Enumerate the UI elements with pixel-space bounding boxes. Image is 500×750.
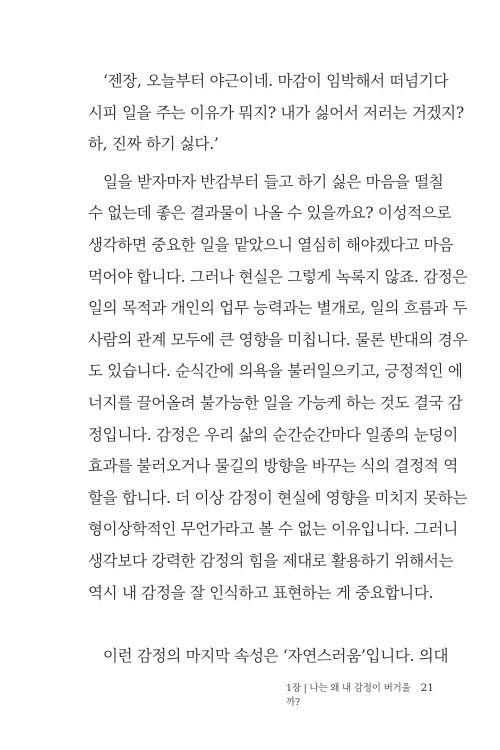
text-line: 생각보다 강력한 감정의 힘을 제대로 활용하기 위해서는 — [88, 551, 454, 570]
text-line: 사람의 관계 모두에 큰 영향을 미칩니다. 물론 반대의 경우 — [88, 330, 468, 349]
page-footer — [286, 680, 434, 708]
text-line: 역시 내 감정을 잘 인식하고 표현하는 게 중요합니다. — [88, 583, 434, 602]
text-line: 생각하면 중요한 일을 맡았으니 열심히 해야겠다고 마음 — [88, 235, 454, 254]
paragraph-1 — [88, 66, 464, 161]
page-body — [88, 66, 468, 672]
text-line: 수 없는데 좋은 결과물이 나올 수 있을까요? 이성적으로 — [88, 204, 452, 223]
paragraph-spacer — [88, 609, 418, 641]
text-line: 도 있습니다. 순식간에 의욕을 불러일으키고, 긍정적인 에 — [88, 362, 463, 381]
text-line: 일의 목적과 개인의 업무 능력과는 별개로, 일의 흐름과 두 — [88, 299, 468, 318]
page-number: 21 — [420, 682, 434, 694]
text-line: ‘젠장, 오늘부터 야근이네. 마감이 임박해서 떠넘기다 — [103, 72, 449, 90]
text-line: 너지를 끌어올려 불가능한 일을 가능케 하는 것도 결국 감 — [88, 393, 463, 412]
running-header-chapter: 1장 | 나는 왜 내 감정이 버거울까? — [286, 683, 411, 708]
text-line: 할을 합니다. 더 이상 감정이 현실에 영향을 미치지 못하는 — [88, 488, 468, 507]
paragraph-3 — [88, 641, 449, 673]
paragraph-2 — [88, 167, 468, 609]
text-line: 일을 받자마자 반감부터 들고 하기 싫은 마음을 떨칠 — [103, 172, 444, 191]
text-line: 시피 일을 주는 이유가 뭐지? 내가 싫어서 저러는 거겠지? — [88, 103, 464, 122]
text-line: 효과를 불러오거나 물길의 방향을 바꾸는 식의 결정적 역 — [88, 457, 458, 476]
text-line: 먹어야 합니다. 그러나 현실은 그렇게 녹록지 않죠. 감정은 — [88, 267, 468, 286]
text-line: 하, 진짜 하기 싫다.’ — [88, 135, 219, 154]
text-line: 정입니다. 감정은 우리 삶의 순간순간마다 일종의 눈덩이 — [88, 425, 458, 444]
text-line: 형이상학적인 무언가라고 볼 수 없는 이유입니다. 그러니 — [88, 520, 458, 539]
text-line: 이런 감정의 마지막 속성은 ‘자연스러움’입니다. 의대 — [103, 646, 449, 665]
